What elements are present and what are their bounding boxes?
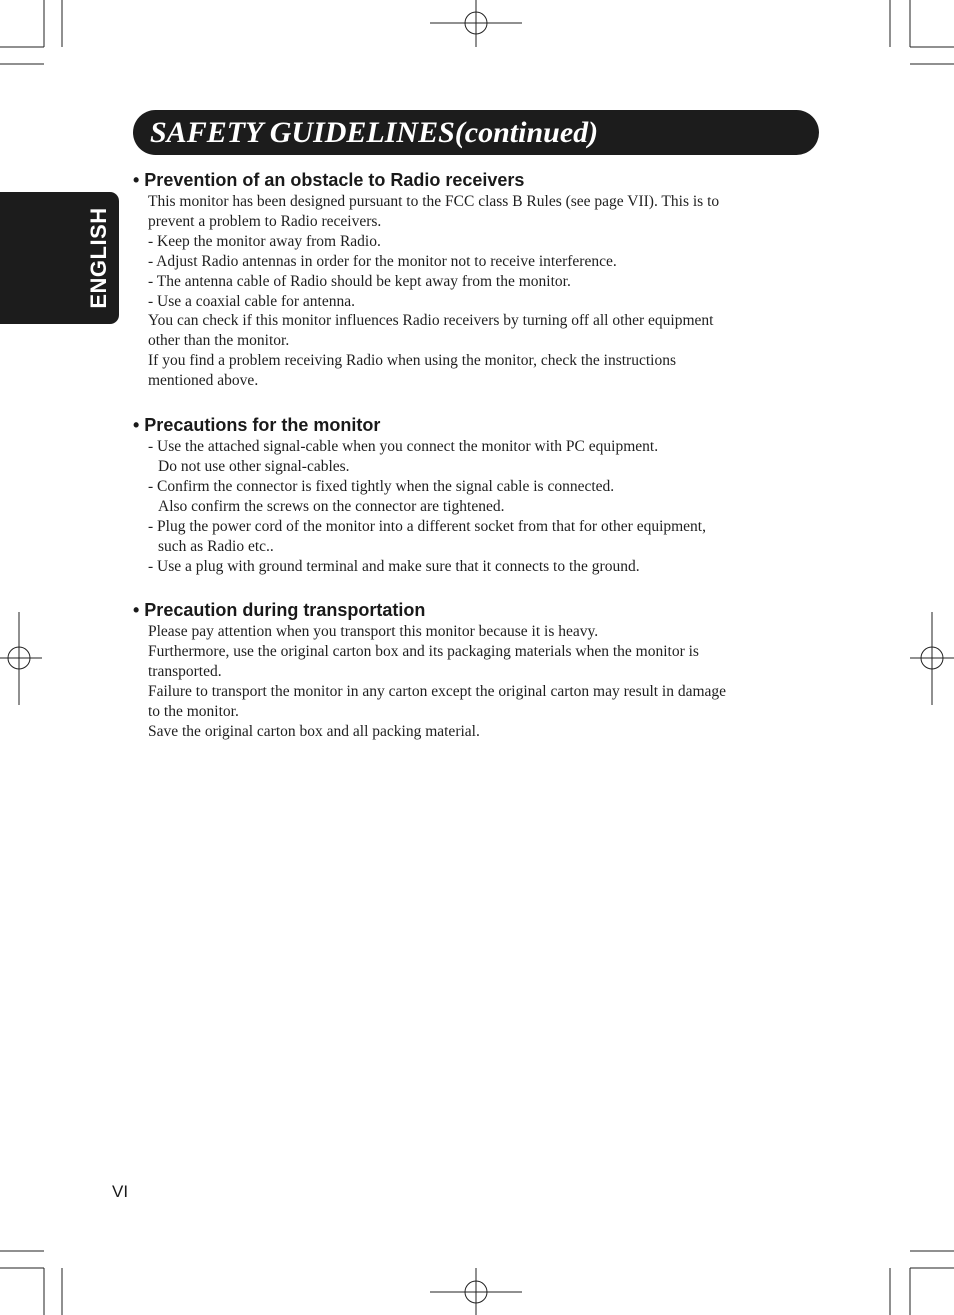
body-line: to the monitor. [148,703,239,721]
body-line: Do not use other signal-cables. [158,457,350,475]
body-line: - The antenna cable of Radio should be kept away from the monitor. [148,272,571,290]
body-line: such as Radio etc.. [158,537,274,555]
body-line: This monitor has been designed pursuant to the FCC class B Rules (see page VII). This is to [148,193,720,210]
body-line: - Plug the power cord of the monitor into a different socket from that for other equipment, [148,517,706,535]
content-area [133,168,823,764]
body-line: You can check if this monitor influences Radio receivers by turning off all other equipment [148,312,714,330]
body-line: other than the monitor. [148,332,290,350]
body-line: Failure to transport the monitor in any carton except the original carton may result in damage [148,683,727,701]
section-monitor-precautions [133,413,823,576]
section-heading: • Precaution during transportation [133,600,426,621]
body-line: - Confirm the connector is fixed tightly when the signal cable is connected. [148,477,615,495]
body-line: Please pay attention when you transport this monitor because it is heavy. [148,623,599,641]
body-line: mentioned above. [148,372,259,390]
body-line: - Use the attached signal-cable when you connect the monitor with PC equipment. [148,438,659,456]
title-banner [133,110,819,155]
body-line: - Use a plug with ground terminal and make sure that it connects to the ground. [148,557,640,575]
body-line: prevent a problem to Radio receivers. [148,212,382,230]
body-line: - Use a coaxial cable for antenna. [148,292,355,310]
body-line: transported. [148,663,222,681]
language-tab [0,192,119,324]
page-number: VI [112,1182,129,1201]
body-line: - Adjust Radio antennas in order for the monitor not to receive interference. [148,252,617,270]
section-body [133,192,823,391]
body-line: Furthermore, use the original carton box and its packaging materials when the monitor is [148,643,699,661]
section-heading: • Precautions for the monitor [133,415,381,436]
page-title: SAFETY GUIDELINES(continued) [150,116,599,149]
section-body [133,622,823,741]
body-line: If you find a problem receiving Radio when using the monitor, check the instructions [148,352,676,370]
section-body [133,437,823,576]
section-radio-interference [133,168,823,391]
section-heading: • Prevention of an obstacle to Radio receivers [133,170,525,190]
body-line: Also confirm the screws on the connector are tightened. [158,497,505,515]
body-line: Save the original carton box and all packing material. [148,722,480,740]
section-transportation-precautions [133,598,823,741]
language-tab-label: ENGLISH [86,207,111,309]
body-line: - Keep the monitor away from Radio. [148,232,381,250]
